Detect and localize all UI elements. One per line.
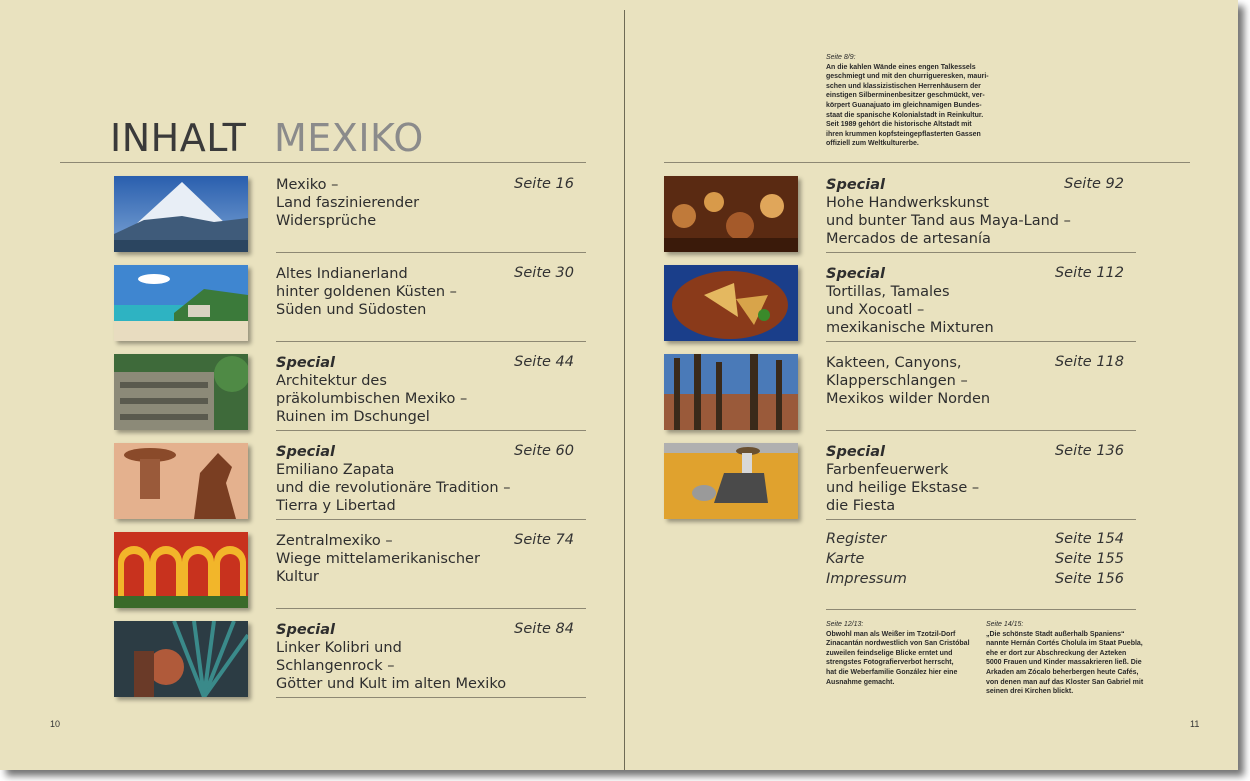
thumb-handicrafts (664, 176, 798, 252)
toc-entry-2[interactable]: Altes Indianerland hinter goldenen Küsten – Süden und Südosten (276, 266, 457, 318)
page-number-1: Seite 16 (514, 176, 574, 192)
page-number-6: Seite 84 (514, 621, 574, 637)
thumb-zapata (114, 443, 248, 519)
thumb-beach (114, 265, 248, 341)
toc-entry-10[interactable]: Special Farbenfeuerwerk und heilige Ekstase – die Fiesta (826, 444, 980, 514)
toc-entry-8[interactable]: Special Tortillas, Tamales und Xocoatl – mexikanische Mixturen (826, 266, 994, 336)
impressum-label[interactable]: Impressum (826, 571, 907, 587)
register-label[interactable]: Register (826, 531, 887, 547)
thumb-charro (664, 443, 798, 519)
karte-label[interactable]: Karte (826, 551, 865, 567)
caption-bottom-right: Seite 14/15: „Die schönste Stadt außerhalb Spaniens“ nannte Hernán Cortés Cholula im Staat Puebla, ehe er dort zur Abschreckung der Azteken 5000 Frauen und Kinder massakrieren ließ. Die Arkaden am Zócalo beherbergen heute Cafés, von denen man auf das Kloster San Gabriel mit seinen drei Kirchen blickt. (986, 621, 1144, 696)
entry-rule (276, 697, 586, 698)
entry-rule (276, 341, 586, 342)
page-number-3: Seite 44 (514, 354, 574, 370)
register-rule (826, 609, 1136, 610)
page-folio-right: 11 (1190, 719, 1200, 729)
page-title-mexiko: MEXIKO (274, 116, 424, 160)
page-folio-left: 10 (50, 719, 61, 729)
page-number-5: Seite 74 (514, 532, 574, 548)
entry-rule (826, 252, 1136, 253)
title-rule-right (664, 162, 1190, 163)
page-title-inhalt: INHALT (110, 116, 247, 160)
impressum-page: Seite 156 (1054, 571, 1124, 587)
thumb-arcades (114, 532, 248, 608)
karte-page: Seite 155 (1054, 551, 1124, 567)
entry-rule (276, 430, 586, 431)
entry-rule (826, 341, 1136, 342)
toc-entry-3[interactable]: Special Architektur des präkolumbischen Mexiko – Ruinen im Dschungel (276, 355, 468, 425)
title-rule-left (60, 162, 586, 163)
entry-rule (276, 608, 586, 609)
thumb-feather-dancer (114, 621, 248, 697)
page-number-7: Seite 92 (1064, 176, 1124, 192)
page-number-9: Seite 118 (1054, 354, 1124, 370)
toc-entry-1[interactable]: Mexiko – Land faszinierender Widersprüche (276, 177, 420, 229)
page-number-4: Seite 60 (514, 443, 574, 459)
page-number-8: Seite 112 (1054, 265, 1124, 281)
page-number-2: Seite 30 (514, 265, 574, 281)
toc-entry-9[interactable]: Kakteen, Canyons, Klapperschlangen – Mexikos wilder Norden (826, 355, 991, 407)
entry-rule (276, 252, 586, 253)
entry-rule (276, 519, 586, 520)
thumb-cactus (664, 354, 798, 430)
toc-entry-6[interactable]: Special Linker Kolibri und Schlangenrock – Götter und Kult im alten Mexiko (276, 622, 507, 692)
entry-rule (826, 430, 1136, 431)
thumb-ruins (114, 354, 248, 430)
toc-entry-5[interactable]: Zentralmexiko – Wiege mittelamerikanischer Kultur (276, 533, 480, 585)
toc-entry-7[interactable]: Special Hohe Handwerkskunst und bunter Tand aus Maya-Land – Mercados de artesanía (826, 177, 1071, 247)
thumb-volcano (114, 176, 248, 252)
caption-bottom-left: Seite 12/13: Obwohl man als Weißer im Tzotzil-Dorf Zinacantán nordwestlich von San Cristóbal zuweilen feindselige Blicke erntet und strengstes Fotografierverbot herrscht, hat die Weberfamilie González hier eine Ausnahme gemacht. (826, 621, 970, 686)
register-page: Seite 154 (1054, 531, 1124, 547)
entry-rule (826, 519, 1136, 520)
page-number-10: Seite 136 (1054, 443, 1124, 459)
thumb-food (664, 265, 798, 341)
book-gutter (624, 10, 625, 770)
toc-entry-4[interactable]: Special Emiliano Zapata und die revolutionäre Tradition – Tierra y Libertad (276, 444, 511, 514)
caption-top: Seite 8/9: An die kahlen Wände eines engen Talkessels geschmiegt und mit den churrigueresken, mauri- schen und klassizistischen Herrenhäusern der einstigen Silberminenbesitzer geschmückt, ver- körpert Guanajuato im gleichnamigen Bundes- staat die spanische Kolonialstadt in Reinkultur. Seit 1989 gehört die historische Altstadt mit ihren krummen kopfsteingepflasterten Gassen offiziell zum Weltkulturerbe. (826, 54, 989, 148)
